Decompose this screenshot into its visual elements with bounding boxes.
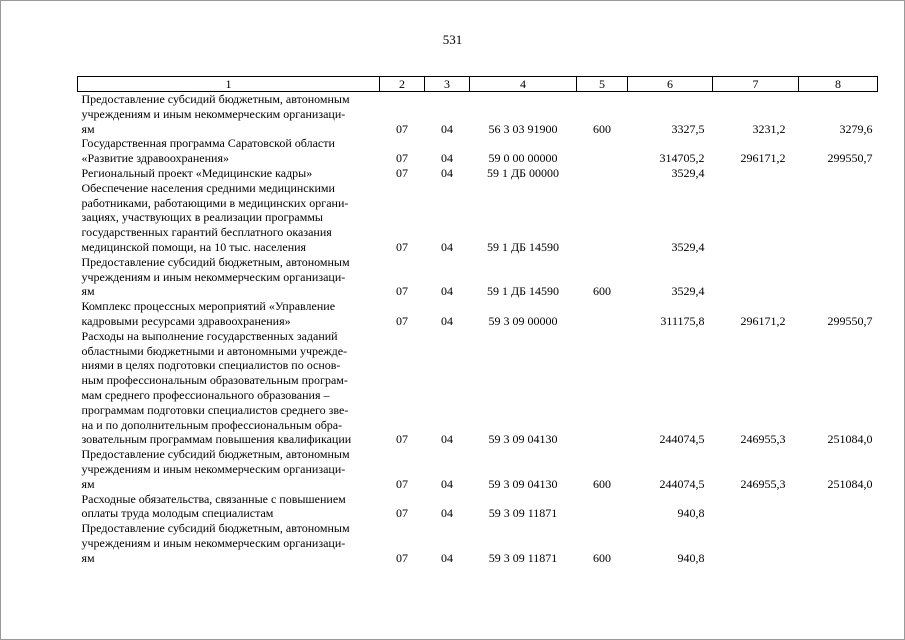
item-name-line: ям [81, 550, 95, 565]
item-name-line: зовательным программам повышения квалификации [81, 432, 352, 447]
item-name-line: учреждениям и иным некоммерческим организаци- [81, 106, 346, 121]
item-name-line: государственных гарантий бесплатного оказания [81, 225, 332, 240]
amount-col8-cell: 251084,0 [827, 432, 873, 447]
expense-type-cell [577, 166, 628, 181]
header-cell-4: 4 [470, 77, 577, 92]
amount-col8-cell: 3279,6 [839, 121, 873, 136]
amount-col6-cell: 3529,4 [671, 165, 705, 180]
target-article-cell: 59 3 09 11871 [488, 506, 558, 521]
table-row [78, 181, 878, 255]
amount-col8-cell [799, 166, 878, 181]
subsection-code-cell: 04 [441, 476, 453, 491]
subsection-code-cell: 04 [441, 506, 453, 521]
amount-col7-cell [713, 181, 799, 255]
item-name-line: на и по дополнительным профессиональным обра- [81, 417, 343, 432]
amount-col6-cell: 3529,4 [671, 239, 705, 254]
section-code-cell: 07 [396, 165, 408, 180]
header-cell-5: 5 [577, 77, 628, 92]
item-name-line: оплаты труда молодым специалистам [81, 506, 274, 521]
amount-col7-cell: 246955,3 [740, 476, 786, 491]
item-name-line: Региональный проект «Медицинские кадры» [81, 165, 313, 180]
item-name-line: ям [81, 476, 95, 491]
amount-col6-cell: 940,8 [677, 550, 705, 565]
amount-col8-cell: 299550,7 [827, 151, 873, 166]
amount-col7-cell: 296171,2 [740, 313, 786, 328]
item-name-cell [78, 136, 380, 166]
target-article-cell: 59 3 09 04130 [488, 476, 558, 491]
item-name-line: Предоставление субсидий бюджетным, автономным [81, 254, 350, 269]
subsection-code-cell: 04 [441, 550, 453, 565]
header-cell-7: 7 [713, 77, 799, 92]
budget-table [77, 76, 878, 566]
item-name-cell [78, 299, 380, 329]
subsection-code-cell: 04 [441, 239, 453, 254]
item-name-line: медицинской помощи, на 10 тыс. населения [81, 239, 307, 254]
amount-col7-cell: 246955,3 [740, 432, 786, 447]
amount-col7-cell: 296171,2 [740, 151, 786, 166]
amount-col6-cell: 311175,8 [660, 313, 705, 328]
amount-col7-cell [713, 166, 799, 181]
item-name-line: Комплекс процессных мероприятий «Управление [81, 299, 336, 314]
item-name-cell [78, 492, 380, 522]
expense-type-cell: 600 [593, 550, 611, 565]
amount-col6-cell: 314705,2 [659, 151, 705, 166]
section-code-cell: 07 [396, 121, 408, 136]
item-name-cell [78, 181, 380, 255]
item-name-line: учреждениям и иным некоммерческим организаци- [81, 461, 346, 476]
target-article-cell: 56 3 03 91900 [488, 121, 558, 136]
item-name-line: мам среднего профессионального образования – [81, 387, 330, 402]
item-name-line: учреждениям и иным некоммерческим организаци- [81, 269, 346, 284]
table-row [78, 166, 878, 181]
item-name-cell [78, 92, 380, 137]
amount-col6-cell: 244074,5 [659, 476, 705, 491]
subsection-code-cell: 04 [441, 313, 453, 328]
amount-col7-cell [713, 492, 799, 522]
expense-type-cell [577, 299, 628, 329]
expense-type-cell [577, 136, 628, 166]
section-code-cell: 07 [396, 239, 408, 254]
item-name-line: Предоставление субсидий бюджетным, автономным [81, 447, 350, 462]
amount-col7-cell [713, 521, 799, 565]
section-code-cell: 07 [396, 550, 408, 565]
table-header-row [78, 77, 878, 92]
subsection-code-cell: 04 [441, 432, 453, 447]
target-article-cell: 59 1 ДБ 14590 [486, 239, 560, 254]
item-name-line: зациях, участвующих в реализации программы [81, 210, 323, 225]
expense-type-cell [577, 492, 628, 522]
expense-type-cell [577, 329, 628, 447]
amount-col8-cell [799, 521, 878, 565]
amount-col7-cell: 3231,2 [752, 121, 786, 136]
item-name-line: Предоставление субсидий бюджетным, автономным [81, 92, 350, 106]
amount-col8-cell: 251084,0 [827, 476, 873, 491]
item-name-line: работниками, работающими в медицинских органи- [81, 195, 349, 210]
header-cell-8: 8 [799, 77, 878, 92]
item-name-cell [78, 166, 380, 181]
table-row [78, 299, 878, 329]
target-article-cell: 59 3 09 00000 [488, 313, 558, 328]
target-article-cell: 59 1 ДБ 00000 [486, 165, 560, 180]
item-name-cell [78, 329, 380, 447]
item-name-line: программам подготовки специалистов среднего зве- [81, 402, 349, 417]
amount-col7-cell [713, 255, 799, 299]
table-row [78, 255, 878, 299]
target-article-cell: 59 0 00 00000 [488, 151, 558, 166]
item-name-line: Предоставление субсидий бюджетным, автономным [81, 521, 350, 536]
table-row [78, 521, 878, 565]
section-code-cell: 07 [396, 506, 408, 521]
item-name-line: ям [81, 121, 95, 136]
target-article-cell: 59 1 ДБ 14590 [486, 284, 560, 299]
table-row [78, 329, 878, 447]
table-row [78, 92, 878, 137]
item-name-line: ниями в целях подготовки специалистов по основ- [81, 358, 341, 373]
header-cell-6: 6 [628, 77, 713, 92]
header-cell-1: 1 [78, 77, 380, 92]
item-name-line: Расходные обязательства, связанные с повышением [81, 491, 346, 506]
table-row [78, 492, 878, 522]
item-name-line: ям [81, 284, 95, 299]
amount-col6-cell: 3529,4 [671, 284, 705, 299]
section-code-cell: 07 [396, 476, 408, 491]
amount-col8-cell [799, 181, 878, 255]
section-code-cell: 07 [396, 151, 408, 166]
table-body [78, 92, 878, 566]
expense-type-cell: 600 [593, 476, 611, 491]
item-name-line: ным профессиональным образовательным програм- [81, 373, 348, 388]
amount-col6-cell: 244074,5 [659, 432, 705, 447]
target-article-cell: 59 3 09 11871 [488, 550, 558, 565]
amount-col6-cell: 940,8 [677, 506, 705, 521]
table-row [78, 447, 878, 491]
item-name-line: Государственная программа Саратовской области [81, 136, 335, 151]
expense-type-cell [577, 181, 628, 255]
item-name-line: областными бюджетными и автономными учрежде- [81, 343, 348, 358]
item-name-cell [78, 447, 380, 491]
item-name-line: Расходы на выполнение государственных заданий [81, 328, 338, 343]
item-name-line: кадровыми ресурсами здравоохранения» [81, 313, 291, 328]
subsection-code-cell: 04 [441, 121, 453, 136]
item-name-line: «Развитие здравоохранения» [81, 151, 229, 166]
expense-type-cell: 600 [593, 284, 611, 299]
item-name-line: Обеспечение населения средними медицинскими [81, 180, 335, 195]
section-code-cell: 07 [396, 284, 408, 299]
section-code-cell: 07 [396, 432, 408, 447]
item-name-line: учреждениям и иным некоммерческим организаци- [81, 535, 346, 550]
header-cell-3: 3 [425, 77, 470, 92]
expense-type-cell: 600 [593, 121, 611, 136]
header-cell-2: 2 [380, 77, 425, 92]
item-name-cell [78, 255, 380, 299]
section-code-cell: 07 [396, 313, 408, 328]
amount-col8-cell [799, 255, 878, 299]
table-row [78, 136, 878, 166]
amount-col8-cell: 299550,7 [827, 313, 873, 328]
subsection-code-cell: 04 [441, 165, 453, 180]
amount-col8-cell [799, 492, 878, 522]
target-article-cell: 59 3 09 04130 [488, 432, 558, 447]
subsection-code-cell: 04 [441, 151, 453, 166]
item-name-cell [78, 521, 380, 565]
subsection-code-cell: 04 [441, 284, 453, 299]
amount-col6-cell: 3327,5 [671, 121, 705, 136]
page-number: 531 [442, 32, 463, 47]
